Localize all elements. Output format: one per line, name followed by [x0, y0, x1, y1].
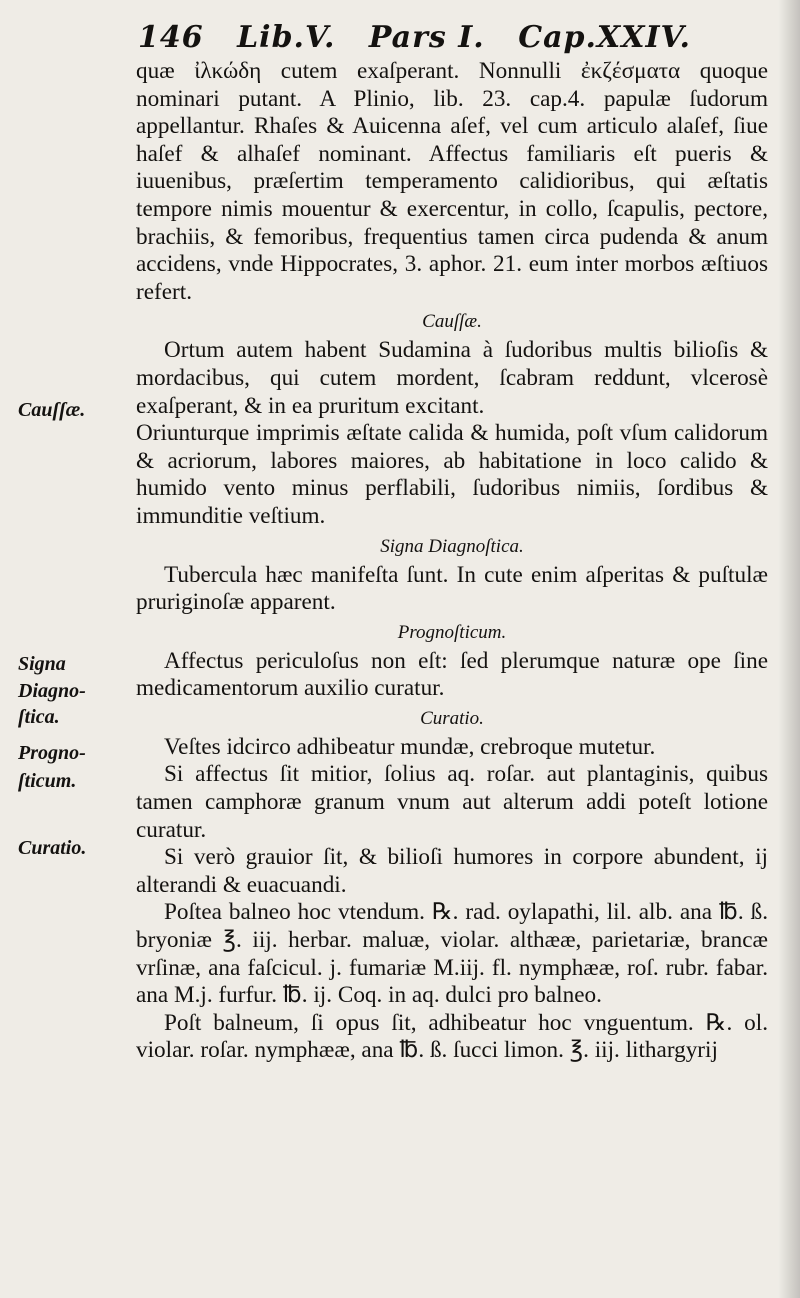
page-body — [136, 58, 768, 1065]
body-paragraph: Affectus periculoſus non eſt: ſed plerumque naturæ ope ſine medicamentorum auxilio curatur. — [136, 647, 768, 702]
opening-paragraph: quæ ἰλκώδη cutem exaſperant. Nonnulli ἐκζέσματα quoque nominari putant. A Plinio, lib. 23. cap.4. papulæ ſudorum appellantur. Rhaſes & Auicenna aſef, vel cum articulo alaſef, ſiue haſef & alhaſef nominant. Affectus familiaris eſt pueris & iuuenibus, præſertim temperamento calidioribus, qui æſtatis tempore nimis mouentur & exercentur, in collo, ſcapulis, pectore, brachiis, & femoribus, frequentius tamen circa pudenda & anum accidens, vnde Hippocrates, 3. aphor. 21. eum inter morbos æſtiuos refert. — [136, 58, 768, 305]
book-label: Lib.V. — [237, 20, 336, 55]
part-label: Pars I. — [368, 20, 485, 55]
body-paragraph: Si affectus ſit mitior, ſolius aq. roſar. aut plantaginis, quibus tamen camphoræ granum vnum aut alterum addi poteſt lotione curatur. — [136, 761, 768, 843]
running-header — [138, 20, 698, 55]
margin-note-diagno: Diagno- — [18, 680, 86, 702]
margin-note-stica: ſtica. — [18, 706, 60, 728]
margin-note-progno: Progno- — [18, 742, 86, 764]
body-paragraph: Poſt balneum, ſi opus ſit, adhibeatur hoc vnguentum. ℞. ol. violar. roſar. nymphææ, ana ℔. ß. ſucci limon. ℥. iij. lithargyrij — [136, 1009, 768, 1064]
chapter-label: Cap.XXIV. — [518, 20, 691, 55]
body-paragraph: Ortum autem habent Sudamina à ſudoribus multis bilioſis & mordacibus, qui cutem mordent, ſcabram reddunt, vlcerosè exaſperant, & in ea pruritum excitant. — [136, 337, 768, 419]
section-heading-curatio: Curatio. — [420, 707, 484, 729]
section-heading-caussae: Cauſſæ. — [422, 311, 482, 333]
body-paragraph: Si verò grauior ſit, & bilioſi humores in corpore abundent, ij alterandi & euacuandi. — [136, 844, 768, 898]
section-heading-prognosticum: Prognoſticum. — [397, 621, 507, 643]
body-paragraph: Veſtes idcirco adhibeatur mundæ, crebroque mutetur. — [164, 733, 656, 760]
margin-note-caussae: Cauſſæ. — [18, 399, 86, 421]
section-heading-signa: Signa Diagnoſtica. — [380, 535, 524, 557]
body-paragraph: Tubercula hæc manifeſta ſunt. In cute enim aſperitas & puſtulæ pruriginoſæ apparent. — [136, 561, 768, 616]
margin-note-sticum: ſticum. — [18, 770, 77, 792]
page-edge-shadow — [778, 0, 800, 1298]
margin-note-signa: Signa — [18, 653, 66, 675]
margin-note-curatio: Curatio. — [18, 837, 87, 859]
page-number: 146 — [138, 20, 204, 55]
body-paragraph: Poſtea balneo hoc vtendum. ℞. rad. oylapathi, lil. alb. ana ℔. ß. bryoniæ ℥. iij. herbar. maluæ, violar. althææ, parietariæ, brancæ vrſinæ, ana faſcicul. j. fumariæ M.iij. fl. nymphææ, roſ. rubr. fabar. ana M.j. furfur. ℔. ij. Coq. in aq. dulci pro balneo. — [136, 899, 768, 1009]
body-paragraph: Oriunturque imprimis æſtate calida & humida, poſt vſum calidorum & acriorum, labores maiores, ab habitatione in loco calido & humido vento minus perflabili, ſudoribus nimiis, ſordibus & immunditie veſtium. — [136, 420, 768, 529]
